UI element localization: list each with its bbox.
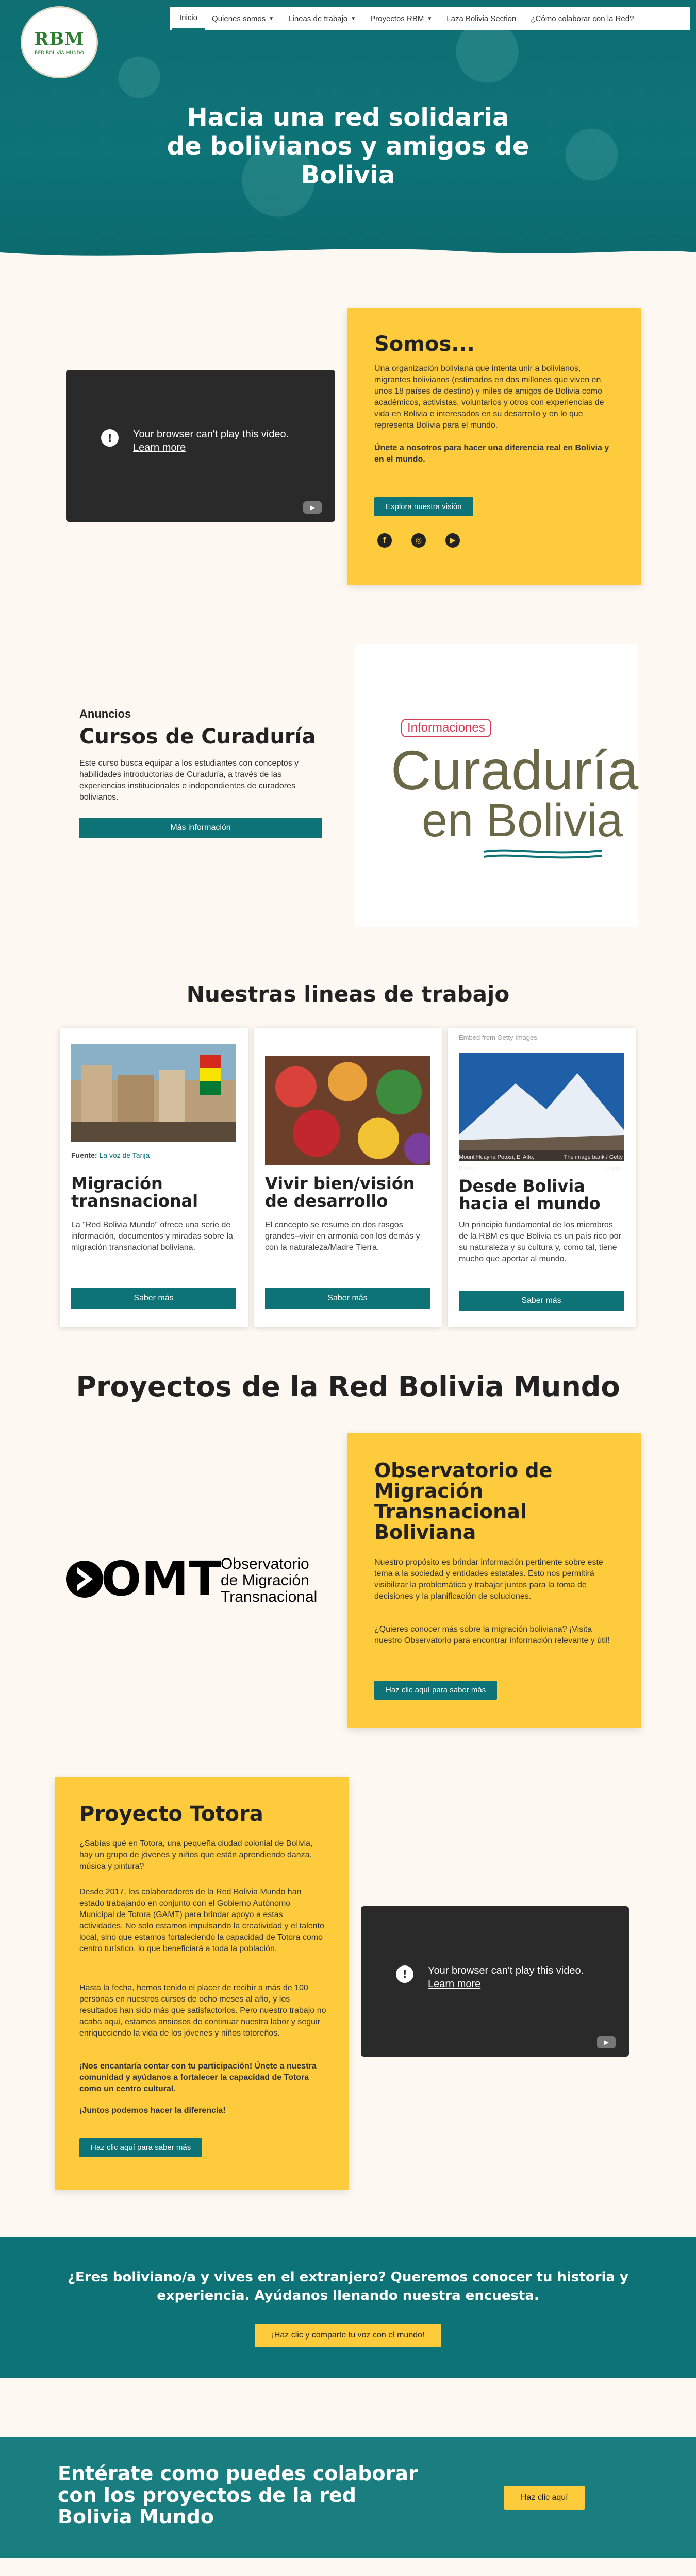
nav-item-label: Lineas de trabajo [288,14,348,23]
somos-title: Somos... [374,332,475,356]
card-title-line: de desarrollo [265,1191,388,1211]
omt-logo-caption [221,1556,317,1605]
nav-item-quienes-somos[interactable] [205,7,281,30]
nav-item-proyectos-rbm[interactable] [363,7,439,30]
encuesta-button[interactable]: ¡Haz clic y comparte tu voz con el mundo! [255,2324,441,2347]
somos-video-player[interactable] [66,370,335,522]
migracion-photo [71,1044,236,1142]
youtube-icon[interactable]: ▶ [445,533,460,548]
getty-caption-right: The image bank / Getty Images [564,1154,623,1172]
migracion-source [71,1149,236,1161]
nav-item-label: Laza Bolivia Section [446,14,517,23]
nav-item-lineas-de-trabajo[interactable] [281,7,363,30]
curaduria-tag: Informaciones [401,719,491,737]
alert-icon: ! [396,1965,413,1983]
totora-p5: ¡Juntos podemos hacer la diferencia! [79,2106,226,2115]
anuncio-body: Este curso busca equipar a los estudiantes con conceptos y habilidades introductorias de Curaduría, a través de las experiencias institucionales e independientes de curadores bolivianos. [79,759,299,802]
somos-body: Una organización boliviana que intenta unir a bolivianos, migrantes bolivianos (estimados en dos millones que viven en unos 18 países de destino) y miles de amigos de Bolivia como académicos, activistas, voluntarios y otros con experiencias de vida en Bolivia e interesados en su desarrollo y en lo que representa Bolivia para el mundo. [374,364,604,430]
nav-item-label: ¿Cómo colaborar con la Red? [531,14,634,23]
desde-bolivia-photo [459,1053,624,1161]
desde-bolivia-body: Un principio fundamental de los miembros de la RBM es que Bolivia es un país rico por su naturaleza y su cultura y, como tal, tiene mucho que aportar al mundo. [459,1221,621,1263]
encuesta-text-line: experiencia. Ayúdanos llenando nuestra encuesta. [157,2288,539,2303]
facebook-icon[interactable]: f [377,533,392,548]
encuesta-button-wrap [0,2324,696,2347]
desde-bolivia-saber-mas-button[interactable]: Saber más [459,1291,624,1311]
vivir-bien-saber-mas-button[interactable]: Saber más [265,1288,430,1309]
alert-icon: ! [101,429,119,447]
proyectos-title: Proyectos de la Red Bolivia Mundo [76,1370,620,1403]
somos-call-to-action: Únete a nosotros para hacer una diferencia real en Bolivia y en el mundo. [374,444,609,464]
nav-item-como-colaborar[interactable] [523,7,641,30]
observatorio-title [374,1460,552,1543]
encuesta-text [0,2268,696,2305]
logo-text: RBM [34,29,85,49]
anuncio-title: Cursos de Curaduría [79,725,316,749]
colabora-button[interactable]: Haz clic aquí [504,2486,585,2510]
observatorio-button[interactable]: Haz clic aquí para saber más [374,1681,497,1700]
totora-p3: Hasta la fecha, hemos tenido el placer de recibir a más de 100 personas en nuestros cursos de ocho meses al año, y los resultados han sido más que satisfactorios. Pero nuestro trabajo no acaba aquí, estamos ansiosos de continuar nuestra labor y seguir enriqueciendo la vida de los jóvenes y niños totoreños. [79,1984,326,2038]
desde-bolivia-title [459,1177,624,1212]
colabora-text-line: Bolivia Mundo [58,2505,214,2528]
colabora-text-line: Entérate como puedes colaborar [58,2462,418,2485]
migracion-body: La "Red Bolivia Mundo" ofrece una serie de información, documentos y miradas sobre la migración transnacional boliviana. [71,1221,233,1252]
social-links [377,533,460,548]
curaduria-word-1: Curaduría [391,739,639,801]
card-title-line: transnacional [71,1191,198,1211]
explora-vision-button[interactable]: Explora nuestra visión [374,497,473,516]
observatorio-cta: ¿Quieres conocer más sobre la migración boliviana? ¡Visita nuestro Observatorio para encontrar información relevante y útil! [374,1625,610,1645]
card-title-line: hacia el mundo [459,1194,601,1213]
curaduria-word-2: en Bolivia [422,795,623,846]
learn-more-link[interactable]: Learn more [133,442,186,453]
totora-video-player[interactable] [361,1906,629,2057]
totora-title: Proyecto Totora [79,1802,263,1826]
nav-item-label: Proyectos RBM [370,14,424,23]
migracion-saber-mas-button[interactable]: Saber más [71,1288,236,1309]
source-label: Fuente: [71,1151,100,1159]
nav-item-inicio[interactable] [172,7,205,30]
getty-embed-label: Embed from Getty Images [459,1033,537,1041]
hero-wave-divider [0,242,696,258]
linea-card-vivir-bien [254,1028,442,1327]
omt-arrow-icon [66,1556,103,1602]
source-link[interactable]: La voz de Tarija [99,1151,150,1159]
lineas-title: Nuestras lineas de trabajo [186,981,510,1007]
encuesta-band [0,2237,696,2378]
caret-down-icon: ▼ [351,15,356,22]
omt-caption-line: Transnacional [221,1588,318,1605]
card-title-line: Vivir bien/visión [265,1174,415,1193]
somos-card [347,308,641,585]
video-error-text: Your browser can't play this video. [133,429,289,440]
youtube-icon[interactable]: ▶ [597,2036,616,2048]
site-logo[interactable] [21,6,98,78]
youtube-icon[interactable]: ▶ [303,501,322,514]
nav-item-laza-bolivia[interactable] [439,7,523,30]
nav-item-label: Inicio [179,13,198,22]
curaduria-underline-waves [484,848,602,863]
migracion-title [71,1175,236,1210]
nav-item-label: Quienes somos [212,14,266,23]
totora-p1: ¿Sabías qué en Totora, una pequeña ciudad colonial de Bolivia, hay un grupo de jóvenes y niños que están aprendiendo danza, música y pintura? [79,1839,313,1871]
totora-button[interactable]: Haz clic aquí para saber más [79,2138,202,2157]
omt-caption-line: Observatorio [221,1555,309,1572]
totora-card [55,1777,349,2190]
observatorio-body: Nuestro propósito es brindar información pertinente sobre este tema a la sociedad y entidades estatales. Esto nos permitirá visibilizar la problemática y trabajar juntos para la toma de decisiones y la planificación de soluciones. [374,1558,603,1601]
hero-section [0,0,696,258]
omt-caption-line: de Migración [221,1572,309,1589]
vivir-bien-title [265,1175,430,1210]
hero-title [129,103,567,190]
caret-down-icon: ▼ [427,15,433,22]
main-nav [170,7,690,30]
video-error-text: Your browser can't play this video. [428,1965,584,1976]
observatorio-card [347,1433,641,1728]
obs-title-line: Observatorio de [374,1459,553,1482]
curaduria-image [355,644,638,927]
vivir-bien-photo [265,1044,430,1165]
linea-card-desde-bolivia [448,1028,636,1327]
anuncio-kicker: Anuncios [79,707,131,720]
totora-p2: Desde 2017, los colaboradores de la Red Bolivia Mundo han estado trabajando en conjunto con el Gobierno Autónomo Municipal de Totora (GAMT) para brindar apoyo a estas actividades. No solo estamos impulsando la creatividad y el talento local, sino que estamos fortaleciendo la capacidad de Totora como centro turístico, lo que beneficiará a toda la población. [79,1888,324,1953]
totora-p4: ¡Nos encantaría contar con tu participación! Únete a nuestra comunidad y ayúdanos a fortalecer la capacidad de Totora como un centro cultural. [79,2062,317,2093]
linea-card-migracion [60,1028,248,1327]
hero-title-line: de bolivianos y amigos de [167,132,529,161]
colabora-band [0,2437,696,2558]
video-error-message [133,428,289,454]
colabora-text [58,2463,418,2528]
obs-title-line: Boliviana [374,1521,476,1544]
mas-informacion-button[interactable]: Más información [79,818,322,838]
learn-more-link[interactable]: Learn more [428,1978,481,1990]
obs-title-line: Migración [374,1480,484,1502]
omt-logo-text: OMT [101,1551,221,1606]
instagram-icon[interactable]: ◎ [411,533,426,548]
getty-caption-left: Mount Huayna Potosí, El Alto, Bolivia [459,1154,535,1172]
hero-title-line: Hacia una red solidaria [187,103,509,132]
card-title-line: Desde Bolivia [459,1176,585,1196]
anuncio-block [79,708,327,838]
omt-logo [66,1551,339,1613]
caret-down-icon: ▼ [269,15,274,22]
video-error-message [428,1964,584,1991]
logo-subtext: RED BOLIVIA MUNDO [35,50,84,56]
encuesta-text-line: ¿Eres boliviano/a y vives en el extranjero? Queremos conocer tu historia y [67,2269,629,2285]
hero-title-line: Bolivia [301,161,395,190]
card-title-line: Migración [71,1174,163,1193]
obs-title-line: Transnacional [374,1500,527,1523]
colabora-text-line: con los proyectos de la red [58,2484,356,2506]
vivir-bien-body: El concepto se resume en dos rasgos grandes–vivir en armonía con los demás y con la naturaleza/Madre Tierra. [265,1221,420,1252]
